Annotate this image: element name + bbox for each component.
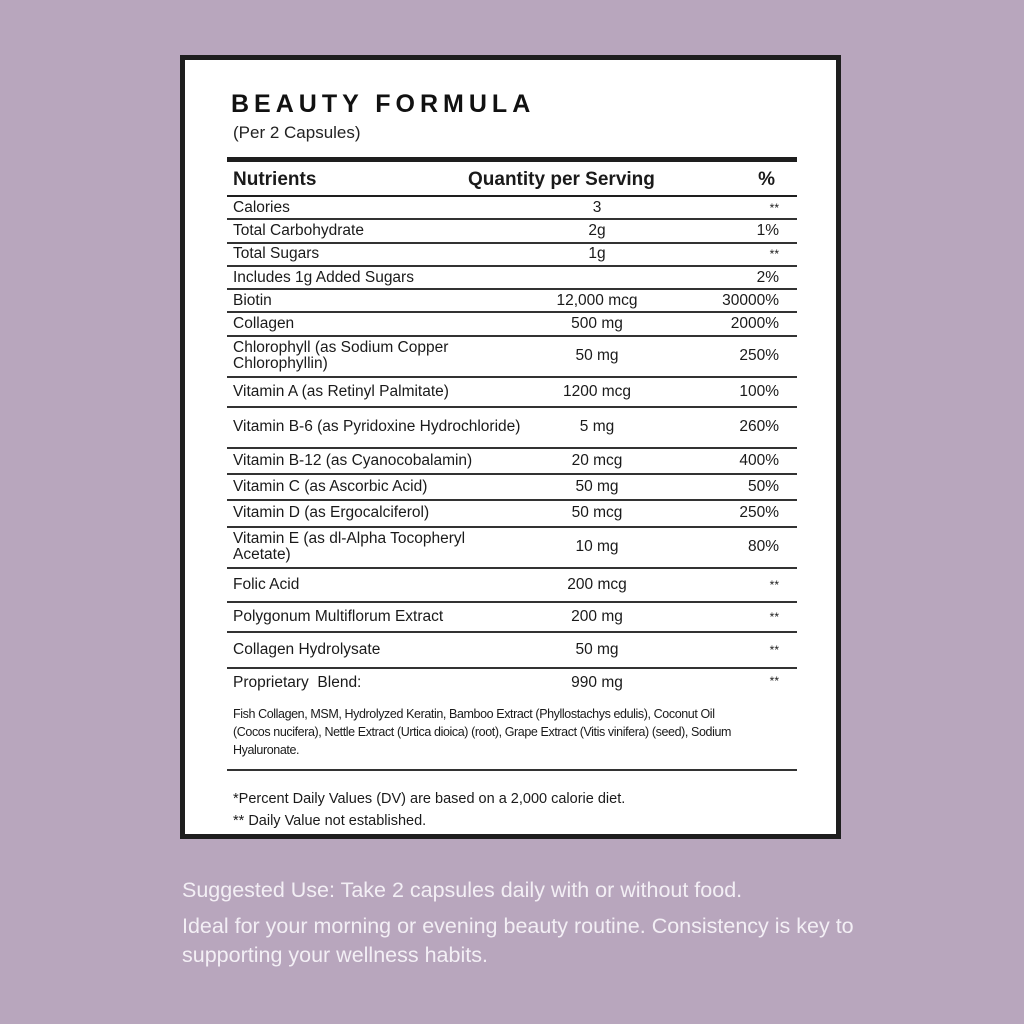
nutrient-name: Chlorophyll (as Sodium Copper Chlorophyllin) bbox=[233, 339, 449, 373]
nutrient-name: Polygonum Multiflorum Extract bbox=[233, 607, 444, 625]
nutrient-name: Vitamin C (as Ascorbic Acid) bbox=[233, 477, 428, 495]
nutrient-quantity: 50 mg bbox=[575, 640, 619, 658]
table-row bbox=[227, 449, 797, 475]
table-row bbox=[227, 408, 797, 449]
table-row bbox=[227, 633, 797, 669]
nutrient-percent: 1% bbox=[756, 221, 779, 239]
blend-quantity: 990 mg bbox=[571, 673, 623, 691]
header-quantity: Quantity per Serving bbox=[468, 169, 655, 190]
nutrient-quantity: 10 mg bbox=[575, 538, 619, 556]
nutrient-percent: ** bbox=[769, 609, 779, 624]
nutrient-percent: 400% bbox=[739, 451, 779, 469]
footnote-not-established: ** Daily Value not established. bbox=[233, 813, 427, 829]
footnote-dv: *Percent Daily Values (DV) are based on a 2,000 calorie diet. bbox=[233, 791, 626, 807]
table-row bbox=[227, 475, 797, 501]
nutrient-name: Biotin bbox=[233, 291, 272, 309]
table-row bbox=[227, 501, 797, 528]
nutrient-name: Includes 1g Added Sugars bbox=[233, 268, 414, 286]
footnotes bbox=[233, 788, 625, 832]
table-row bbox=[227, 337, 797, 378]
nutrient-quantity: 1g bbox=[588, 245, 606, 263]
table-row bbox=[227, 569, 797, 603]
nutrient-name: Collagen Hydrolysate bbox=[233, 640, 381, 658]
nutrient-percent: 30000% bbox=[722, 291, 779, 309]
nutrient-quantity: 20 mcg bbox=[571, 451, 623, 469]
facts-table bbox=[227, 157, 797, 771]
table-row bbox=[227, 378, 797, 408]
suggested-use-line: Suggested Use: Take 2 capsules daily with or without food. bbox=[182, 878, 743, 902]
nutrient-percent: 250% bbox=[739, 347, 779, 365]
nutrient-percent: 80% bbox=[747, 538, 779, 556]
table-row bbox=[227, 290, 797, 313]
table-row bbox=[227, 267, 797, 290]
nutrient-name: Calories bbox=[233, 198, 290, 216]
nutrient-quantity: 5 mg bbox=[579, 418, 615, 436]
nutrient-name: Collagen bbox=[233, 315, 295, 333]
blend-name: Proprietary Blend: bbox=[233, 673, 362, 691]
nutrient-name: Total Sugars bbox=[233, 245, 320, 263]
nutrient-percent: ** bbox=[769, 200, 779, 215]
label-subtitle: (Per 2 Capsules) bbox=[233, 123, 361, 142]
nutrient-quantity: 50 mg bbox=[575, 347, 619, 365]
facts-header-row bbox=[227, 162, 797, 197]
proprietary-blend-row bbox=[227, 669, 797, 771]
table-row bbox=[227, 197, 797, 220]
label-title: BEAUTY FORMULA bbox=[231, 90, 536, 118]
nutrient-quantity: 3 bbox=[592, 198, 602, 216]
suggested-use bbox=[182, 876, 862, 970]
nutrient-percent: ** bbox=[769, 577, 779, 592]
routine-note: Ideal for your morning or evening beauty routine. Consistency is key to supporting your wellness habits. bbox=[182, 914, 854, 967]
nutrient-name: Vitamin A (as Retinyl Palmitate) bbox=[233, 382, 449, 400]
table-row bbox=[227, 313, 797, 336]
supplement-facts-label bbox=[180, 55, 841, 839]
table-row bbox=[227, 244, 797, 267]
table-row bbox=[227, 220, 797, 243]
header-percent: % bbox=[758, 169, 775, 190]
header-nutrients: Nutrients bbox=[233, 169, 317, 190]
nutrient-name: Total Carbohydrate bbox=[233, 221, 364, 239]
nutrient-name: Vitamin D (as Ergocalciferol) bbox=[233, 504, 430, 522]
nutrient-percent: 2000% bbox=[730, 315, 779, 333]
nutrient-percent: 260% bbox=[739, 418, 779, 436]
table-row bbox=[227, 528, 797, 569]
nutrient-quantity: 200 mg bbox=[571, 607, 623, 625]
nutrient-quantity: 50 mg bbox=[575, 477, 619, 495]
nutrient-percent: 100% bbox=[739, 382, 779, 400]
nutrient-quantity: 50 mcg bbox=[571, 504, 623, 522]
nutrient-name: Folic Acid bbox=[233, 575, 300, 593]
nutrient-quantity: 500 mg bbox=[571, 315, 623, 333]
nutrient-quantity: 2g bbox=[588, 221, 606, 239]
nutrient-percent: 250% bbox=[739, 504, 779, 522]
nutrient-percent: ** bbox=[769, 247, 779, 262]
nutrient-quantity: 12,000 mcg bbox=[556, 291, 638, 309]
nutrient-name: Vitamin B-6 (as Pyridoxine Hydrochloride) bbox=[233, 418, 521, 436]
nutrient-percent: 2% bbox=[756, 268, 779, 286]
nutrient-quantity: 200 mcg bbox=[567, 575, 627, 593]
nutrient-percent: 50% bbox=[747, 477, 779, 495]
nutrient-quantity: 1200 mcg bbox=[562, 382, 632, 400]
table-row bbox=[227, 603, 797, 633]
nutrient-name: Vitamin E (as dl-Alpha Tocopheryl Acetate) bbox=[233, 530, 466, 564]
nutrient-name: Vitamin B-12 (as Cyanocobalamin) bbox=[233, 451, 473, 469]
nutrient-percent: ** bbox=[769, 642, 779, 657]
blend-ingredients: Fish Collagen, MSM, Hydrolyzed Keratin, Bamboo Extract (Phyllostachys edulis), Coconut Oil (Cocos nucifera), Nettle Extract (Urtica dioica) (root), Grape Extract (Vitis vinifera) (seed), Sodium Hyaluronate. bbox=[233, 706, 732, 757]
blend-percent: ** bbox=[769, 673, 779, 688]
